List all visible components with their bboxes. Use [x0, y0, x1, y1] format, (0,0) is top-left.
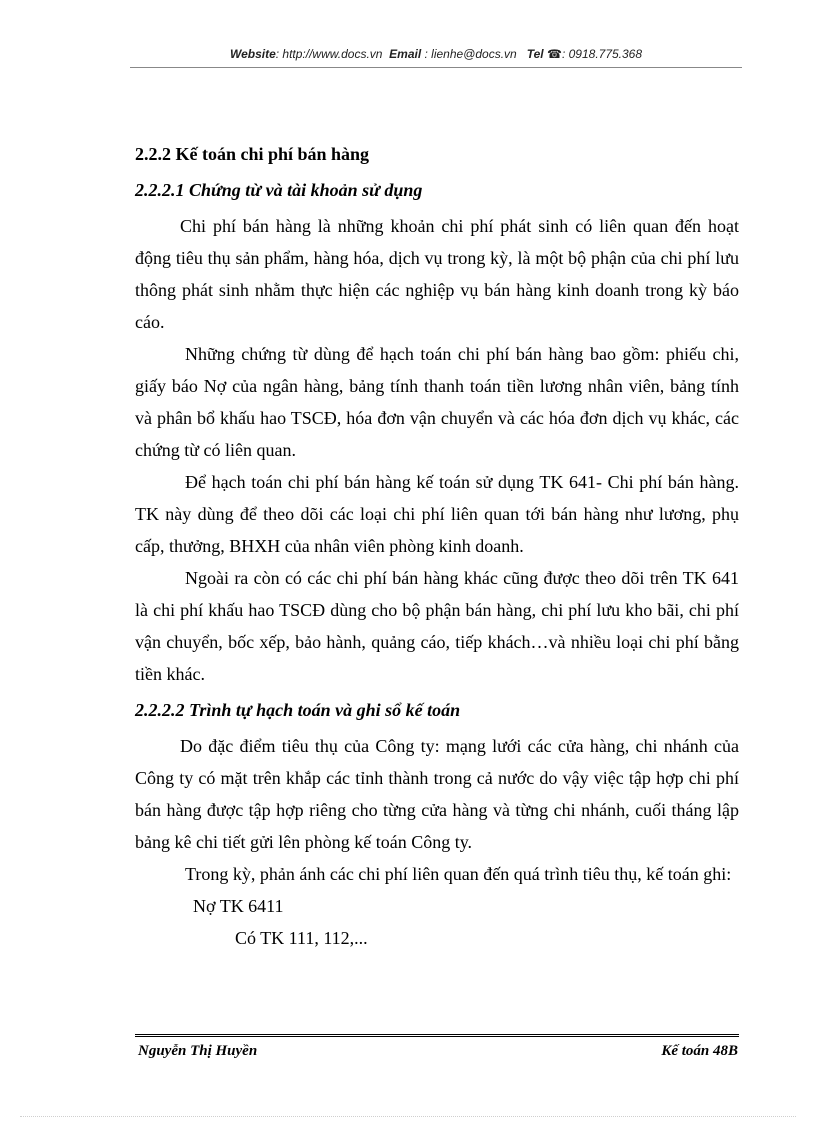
- section-heading: 2.2.2 Kế toán chi phí bán hàng: [135, 144, 370, 164]
- tel-label: Tel: [526, 47, 544, 61]
- website-value: : http://www.docs.vn: [275, 47, 383, 61]
- tel-value: : 0918.775.368: [561, 47, 643, 61]
- footer-class: Kế toán 48B: [661, 1043, 738, 1059]
- journal-entry-debit: Nợ TK 6411: [193, 896, 284, 916]
- subsection-heading-1: 2.2.2.1 Chứng từ và tài khoản sử dụng: [135, 180, 423, 200]
- footer-divider: [135, 1034, 739, 1037]
- phone-icon: ☎: [547, 47, 562, 61]
- paragraph-2: Những chứng từ dùng để hạch toán chi phí bán hàng bao gồm: phiếu chi, giấy báo Nợ của ngân hàng, bảng tính thanh toán tiền lương nhân viên, bảng tính và phân bổ khấu hao TSCĐ, hóa đơn vận chuyển và các hóa đơn dịch vụ khác, các chứng từ có liên quan.: [135, 344, 739, 460]
- header-divider: [130, 67, 742, 68]
- paragraph-3: Để hạch toán chi phí bán hàng kế toán sử dụng TK 641- Chi phí bán hàng. TK này dùng để theo dõi các loại chi phí liên quan tới bán hàng như lương, phụ cấp, thưởng, BHXH của nhân viên phòng kinh doanh.: [135, 472, 739, 556]
- paragraph-6: Trong kỳ, phản ánh các chi phí liên quan đến quá trình tiêu thụ, kế toán ghi:: [185, 864, 732, 884]
- email-value: : lienhe@docs.vn: [421, 47, 517, 61]
- website-label: Website: [229, 47, 276, 61]
- email-label: Email: [389, 47, 422, 61]
- journal-entry-credit: Có TK 111, 112,...: [235, 928, 368, 948]
- paragraph-5: Do đặc điểm tiêu thụ của Công ty: mạng lưới các cửa hàng, chi nhánh của Công ty có mặt trên khắp các tỉnh thành trong cả nước do vậy việc tập hợp chi phí bán hàng được tập hợp riêng cho từng cửa hàng và từng chi nhánh, cuối tháng lập bảng kê chi tiết gửi lên phòng kế toán Công ty.: [135, 736, 739, 852]
- paragraph-4: Ngoài ra còn có các chi phí bán hàng khác cũng được theo dõi trên TK 641 là chi phí khấu hao TSCĐ dùng cho bộ phận bán hàng, chi phí lưu kho bãi, chi phí vận chuyển, bốc xếp, bảo hành, quảng cáo, tiếp khách…và nhiều loại chi phí bằng tiền khác.: [135, 568, 739, 684]
- page-header: [130, 47, 742, 61]
- subsection-heading-2: 2.2.2.2 Trình tự hạch toán và ghi sổ kế toán: [135, 700, 461, 720]
- paragraph-1: Chi phí bán hàng là những khoản chi phí phát sinh có liên quan đến hoạt động tiêu thụ sản phẩm, hàng hóa, dịch vụ trong kỳ, là một bộ phận của chi phí lưu thông phát sinh nhằm thực hiện các nghiệp vụ bán hàng kinh doanh trong kỳ báo cáo.: [135, 216, 739, 332]
- footer-author: Nguyễn Thị Huyền: [138, 1043, 258, 1059]
- document-body: [135, 138, 739, 954]
- page-bottom-border: [20, 1116, 796, 1117]
